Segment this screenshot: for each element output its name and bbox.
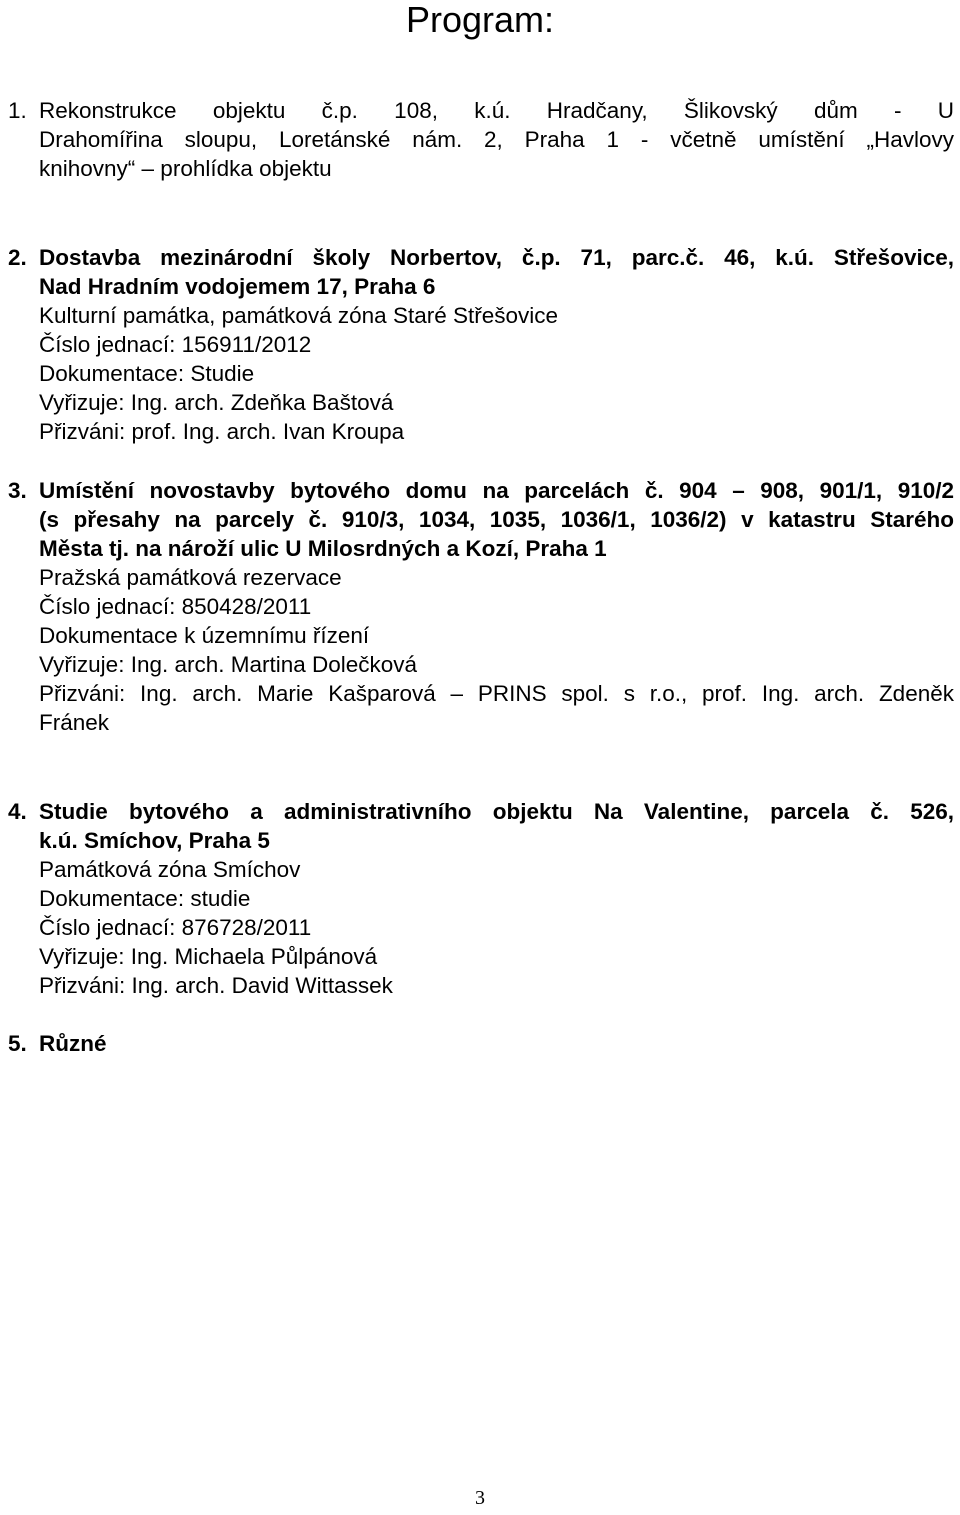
item-heading-line: Města tj. na nároží ulic U Milosrdných a Kozí, Praha 1 xyxy=(39,536,607,561)
handled-by: Vyřizuje: Ing. arch. Martina Dolečková xyxy=(39,652,418,677)
item-text-line: Drahomířina sloupu, Loretánské nám. 2, Praha 1 - včetně umístění „Havlovy xyxy=(39,127,954,152)
heritage-status: Kulturní památka, památková zóna Staré Střešovice xyxy=(39,303,559,328)
reference-number: Číslo jednací: 876728/2011 xyxy=(39,915,312,940)
handled-by: Vyřizuje: Ing. arch. Zdeňka Baštová xyxy=(39,390,394,415)
item-text-line: Rekonstrukce objektu č.p. 108, k.ú. Hradčany, Šlikovský dům - U xyxy=(39,98,954,123)
heritage-status: Pražská památková rezervace xyxy=(39,565,342,590)
item-text-line: knihovny“ – prohlídka objektu xyxy=(39,156,332,181)
reference-number: Číslo jednací: 156911/2012 xyxy=(39,332,312,357)
program-item-3 xyxy=(0,476,960,737)
handled-by: Vyřizuje: Ing. Michaela Půlpánová xyxy=(39,944,378,969)
item-number: 1. xyxy=(8,98,27,123)
item-number: 2. xyxy=(8,245,27,270)
item-heading-line: k.ú. Smíchov, Praha 5 xyxy=(39,828,270,853)
program-item-5 xyxy=(0,1029,960,1058)
item-number: 5. xyxy=(8,1031,27,1056)
program-item-2 xyxy=(0,243,960,446)
item-number: 3. xyxy=(8,478,27,503)
heritage-status: Památková zóna Smíchov xyxy=(39,857,301,882)
documentation: Dokumentace k územnímu řízení xyxy=(39,623,370,648)
documentation: Dokumentace: Studie xyxy=(39,361,255,386)
reference-number: Číslo jednací: 850428/2011 xyxy=(39,594,312,619)
item-heading-line: Dostavba mezinárodní školy Norbertov, č.p. 71, parc.č. 46, k.ú. Střešovice, xyxy=(39,245,954,270)
invited-continued: Fránek xyxy=(39,710,110,735)
item-heading-line: Studie bytového a administrativního objektu Na Valentine, parcela č. 526, xyxy=(39,799,954,824)
item-heading-line: Umístění novostavby bytového domu na parcelách č. 904 – 908, 901/1, 910/2 xyxy=(39,478,954,503)
item-heading-line: Nad Hradním vodojemem 17, Praha 6 xyxy=(39,274,436,299)
invited: Přizváni: Ing. arch. Marie Kašparová – PRINS spol. s r.o., prof. Ing. arch. Zdeněk xyxy=(39,681,954,706)
page-number: 3 xyxy=(475,1487,485,1509)
page-title: Program: xyxy=(405,0,555,40)
item-heading-line: (s přesahy na parcely č. 910/3, 1034, 1035, 1036/1, 1036/2) v katastru Starého xyxy=(39,507,954,532)
program-item-4 xyxy=(0,797,960,1000)
documentation: Dokumentace: studie xyxy=(39,886,251,911)
invited: Přizváni: prof. Ing. arch. Ivan Kroupa xyxy=(39,419,405,444)
invited: Přizváni: Ing. arch. David Wittassek xyxy=(39,973,393,998)
program-item-1 xyxy=(0,96,960,183)
item-heading-line: Různé xyxy=(39,1031,107,1056)
item-number: 4. xyxy=(8,799,27,824)
